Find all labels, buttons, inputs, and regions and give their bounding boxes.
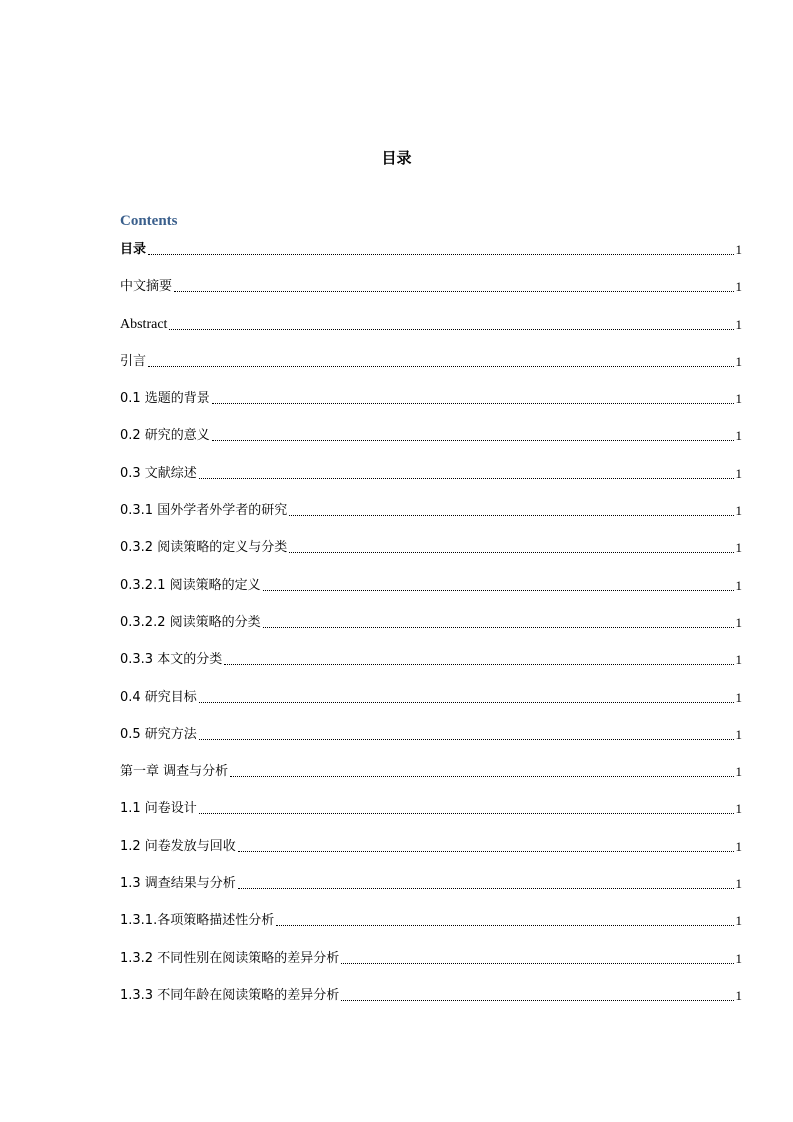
toc-entry[interactable]: [120, 411, 742, 448]
toc-entry-label: 中文摘要: [120, 279, 173, 295]
toc-entry[interactable]: [120, 598, 742, 635]
dot-leader: [212, 440, 734, 441]
toc-entry[interactable]: [120, 635, 742, 672]
toc-entry-label: 0.3.2.1 阅读策略的定义: [120, 577, 261, 593]
page-title: 目录: [381, 149, 412, 167]
toc-entry-page-number: 1: [735, 764, 742, 780]
toc-entry-page-number: 1: [735, 652, 742, 668]
toc-entry[interactable]: [120, 710, 742, 747]
toc-entry[interactable]: [120, 747, 742, 784]
toc-entry-page-number: 1: [735, 503, 742, 519]
toc-entry[interactable]: [120, 262, 742, 299]
toc-entry[interactable]: [120, 486, 742, 523]
toc-entry-page-number: 1: [735, 950, 742, 966]
toc-entry-label: 1.3 调查结果与分析: [120, 876, 236, 892]
toc-entry-page-number: 1: [735, 726, 742, 742]
dot-leader: [169, 329, 733, 330]
toc-entry-label: 1.1 问卷设计: [120, 801, 197, 817]
toc-entry-page-number: 1: [735, 279, 742, 295]
dot-leader: [148, 254, 733, 255]
dot-leader: [238, 888, 734, 889]
toc-entry-label: 1.3.1.各项策略描述性分析: [120, 913, 275, 929]
toc-entry-label: 0.1 选题的背景: [120, 391, 210, 407]
toc-entry-label: 引言: [120, 353, 147, 369]
toc-entry-page-number: 1: [735, 577, 742, 593]
toc-entry[interactable]: [120, 560, 742, 597]
toc-entry-label: 1.3.2 不同性别在阅读策略的差异分析: [120, 950, 340, 966]
dot-leader: [212, 403, 734, 404]
toc-entry-label: 0.3.2.2 阅读策略的分类: [120, 614, 261, 630]
toc-entry[interactable]: [120, 374, 742, 411]
toc-entry-page-number: 1: [735, 540, 742, 556]
toc-entry[interactable]: [120, 933, 742, 970]
toc-entry[interactable]: [120, 859, 742, 896]
toc-entry-page-number: 1: [735, 465, 742, 481]
dot-leader: [148, 366, 733, 367]
toc-entry-page-number: 1: [735, 614, 742, 630]
dot-leader: [174, 291, 733, 292]
toc-entry-label: 1.2 问卷发放与回收: [120, 838, 236, 854]
toc-entry-page-number: 1: [735, 913, 742, 929]
toc-entry-page-number: 1: [735, 316, 742, 332]
dot-leader: [230, 776, 733, 777]
toc-entry-label: 第一章 调查与分析: [120, 764, 229, 780]
toc-entry[interactable]: [120, 896, 742, 933]
toc-entry-page-number: 1: [735, 391, 742, 407]
toc-entry-label: 0.3 文献综述: [120, 465, 197, 481]
toc-entry-page-number: 1: [735, 689, 742, 705]
dot-leader: [224, 664, 733, 665]
toc-entry[interactable]: [120, 337, 742, 374]
toc-entry-page-number: 1: [735, 428, 742, 444]
toc-entry-page-number: 1: [735, 353, 742, 369]
toc-entry-label: 1.3.3 不同年龄在阅读策略的差异分析: [120, 987, 340, 1003]
toc-entry-label: 0.3.2 阅读策略的定义与分类: [120, 540, 288, 556]
contents-heading: Contents: [120, 213, 178, 229]
dot-leader: [199, 702, 734, 703]
toc-entry-label: 0.3.1 国外学者外学者的研究: [120, 503, 288, 519]
toc-entry-page-number: 1: [735, 876, 742, 892]
toc-entry[interactable]: [120, 821, 742, 858]
toc-entry-label: 0.2 研究的意义: [120, 428, 210, 444]
toc-entry-label: Abstract: [120, 316, 168, 332]
dot-leader: [199, 813, 734, 814]
dot-leader: [289, 515, 733, 516]
toc-entry-label: 目录: [120, 242, 147, 257]
toc-entry[interactable]: [120, 299, 742, 336]
toc-entry-label: 0.5 研究方法: [120, 726, 197, 742]
toc-entry[interactable]: [120, 971, 742, 1008]
table-of-contents: [120, 238, 742, 1008]
toc-entry-page-number: 1: [735, 987, 742, 1003]
toc-entry-page-number: 1: [735, 838, 742, 854]
toc-entry-page-number: 1: [735, 242, 742, 257]
dot-leader: [263, 627, 734, 628]
toc-entry[interactable]: [120, 784, 742, 821]
dot-leader: [263, 590, 734, 591]
dot-leader: [238, 851, 734, 852]
dot-leader: [289, 552, 733, 553]
toc-entry[interactable]: [120, 238, 742, 262]
toc-entry-label: 0.3.3 本文的分类: [120, 652, 223, 668]
toc-entry-page-number: 1: [735, 801, 742, 817]
dot-leader: [341, 963, 733, 964]
dot-leader: [199, 739, 734, 740]
toc-entry[interactable]: [120, 523, 742, 560]
dot-leader: [341, 1000, 733, 1001]
dot-leader: [199, 478, 734, 479]
toc-entry[interactable]: [120, 448, 742, 485]
toc-entry[interactable]: [120, 672, 742, 709]
dot-leader: [276, 925, 733, 926]
toc-entry-label: 0.4 研究目标: [120, 689, 197, 705]
